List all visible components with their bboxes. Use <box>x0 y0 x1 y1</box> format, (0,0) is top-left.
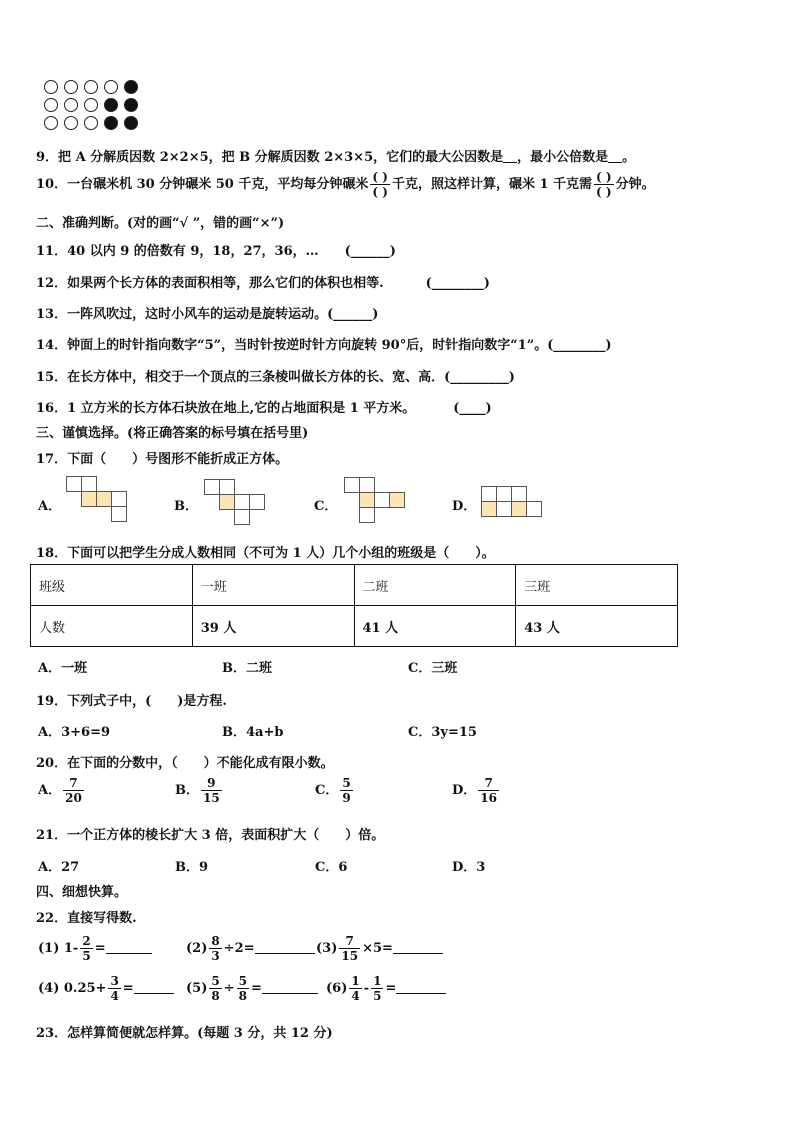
question-9: 9．把 A 分解质因数 2×2×5，把 B 分解质因数 2×3×5，它们的最大公因数是 ，最小公倍数是 。 <box>36 150 636 165</box>
dot-row <box>44 98 138 112</box>
question-16: 16．1 立方米的长方体石块放在地上,它的占地面积是 1 平方米。 (____) <box>36 401 492 416</box>
fraction: $\frac{5}{8}$ <box>238 974 247 1003</box>
answer-paren[interactable]: (______) <box>344 244 396 259</box>
filled-circle-icon <box>104 98 118 112</box>
option-b[interactable]: B． $\frac{9}{15}$ <box>175 776 220 805</box>
question-23: 23．怎样算简便就怎样算。(每题 3 分，共 12 分) <box>36 1026 333 1041</box>
table-cell: 班级 <box>31 565 193 606</box>
answer-blank[interactable] <box>255 940 315 954</box>
fraction-blank[interactable]: $\frac{( )}{( )}$ <box>372 170 388 199</box>
table-cell: 二班 <box>354 565 516 606</box>
fraction: $\frac{5}{8}$ <box>211 974 220 1003</box>
empty-circle-icon <box>84 80 98 94</box>
dot-row <box>44 116 138 130</box>
empty-circle-icon <box>84 116 98 130</box>
empty-circle-icon <box>44 98 58 112</box>
calc-item-2: (2) $\frac{8}{3}$ ÷2= <box>186 934 315 963</box>
filled-circle-icon <box>104 116 118 130</box>
question-12: 12．如果两个长方体的表面积相等，那么它们的体积也相等. (________) <box>36 276 490 291</box>
fraction: $\frac{7}{20}$ <box>65 776 82 805</box>
answer-paren[interactable]: (________) <box>425 276 490 291</box>
question-10: 10．一台碾米机 30 分钟碾米 50 千克，平均每分钟碾米 $\frac{( )}{( )}$ 千克，照这样计算，碾米 1 千克需 $\frac{( )}{( )}$ 分钟。 <box>36 170 655 199</box>
filled-circle-icon <box>124 80 138 94</box>
fraction: $\frac{7}{15}$ <box>341 934 359 963</box>
option-a[interactable]: A．27 <box>38 860 80 875</box>
option-c[interactable]: C． $\frac{5}{9}$ <box>315 776 351 805</box>
fraction-blank[interactable]: $\frac{( )}{( )}$ <box>596 170 612 199</box>
empty-circle-icon <box>84 98 98 112</box>
option-a[interactable]: A．一班 <box>38 661 88 676</box>
table-cell: 43 人 <box>516 606 678 647</box>
answer-blank[interactable] <box>106 940 152 954</box>
question-21: 21．一个正方体的棱长扩大 3 倍，表面积扩大（ ）倍。 <box>36 828 385 843</box>
section-4-heading: 四、细想快算。 <box>36 885 128 900</box>
fraction: $\frac{5}{9}$ <box>342 776 351 805</box>
option-b[interactable]: B． <box>174 499 198 514</box>
question-11: 11．40 以内 9 的倍数有 9，18，27，36，… (______) <box>36 244 396 259</box>
calc-item-5: (5) $\frac{5}{8}$ ÷ $\frac{5}{8}$ = <box>186 974 318 1003</box>
answer-blank[interactable] <box>608 149 622 163</box>
answer-blank[interactable] <box>262 980 318 994</box>
option-d[interactable]: D．3 <box>452 860 486 875</box>
option-c[interactable]: C．3y=15 <box>408 725 477 740</box>
option-c[interactable]: C．6 <box>315 860 348 875</box>
option-b[interactable]: B．4a+b <box>222 725 284 740</box>
empty-circle-icon <box>44 116 58 130</box>
table-row <box>31 565 678 606</box>
option-d[interactable]: D． $\frac{7}{16}$ <box>452 776 497 805</box>
fraction: $\frac{8}{3}$ <box>211 934 220 963</box>
section-3-heading: 三、谨慎选择。(将正确答案的标号填在括号里) <box>36 426 309 441</box>
answer-paren[interactable]: (____) <box>453 401 492 416</box>
dot-pattern <box>44 80 138 134</box>
option-c[interactable]: C． <box>314 499 338 514</box>
dot-row <box>44 80 138 94</box>
empty-circle-icon <box>64 80 78 94</box>
calc-item-3: (3) $\frac{7}{15}$ ×5= <box>316 934 443 963</box>
question-14: 14．钟面上的时针指向数字“5”，当时针按逆时针方向旋转 90°后，时针指向数字“1”。(________) <box>36 338 612 353</box>
fraction: $\frac{2}{5}$ <box>82 934 91 963</box>
table-cell: 一班 <box>192 565 354 606</box>
empty-circle-icon <box>44 80 58 94</box>
option-a[interactable]: A． $\frac{7}{20}$ <box>38 776 82 805</box>
filled-circle-icon <box>124 98 138 112</box>
answer-blank[interactable] <box>396 980 446 994</box>
question-13: 13．一阵风吹过，这时小风车的运动是旋转运动。(______) <box>36 307 379 322</box>
question-18: 18．下面可以把学生分成人数相同（不可为 1 人）几个小组的班级是（ ）。 <box>36 546 495 561</box>
option-a[interactable]: A．3+6=9 <box>38 725 111 740</box>
fraction: $\frac{1}{5}$ <box>373 974 382 1003</box>
class-table <box>30 564 678 647</box>
option-b[interactable]: B．9 <box>175 860 209 875</box>
fraction: $\frac{7}{16}$ <box>480 776 497 805</box>
calc-item-1: (1) 1- $\frac{2}{5}$ = <box>38 934 152 963</box>
option-a[interactable]: A． <box>38 499 62 514</box>
question-22: 22．直接写得数. <box>36 911 137 926</box>
section-2-heading: 二、准确判断。(对的画“√ ”，错的画“×”) <box>36 216 285 231</box>
empty-circle-icon <box>64 116 78 130</box>
table-row <box>31 606 678 647</box>
question-17: 17．下面（ ）号图形不能折成正方体。 <box>36 452 289 467</box>
question-20: 20．在下面的分数中，（ ）不能化成有限小数。 <box>36 756 334 771</box>
empty-circle-icon <box>64 98 78 112</box>
fraction: $\frac{3}{4}$ <box>110 974 119 1003</box>
calc-item-6: (6) $\frac{1}{4}$ - $\frac{1}{5}$ = <box>326 974 446 1003</box>
empty-circle-icon <box>104 80 118 94</box>
answer-blank[interactable] <box>393 940 443 954</box>
option-c[interactable]: C．三班 <box>408 661 458 676</box>
option-b[interactable]: B．二班 <box>222 661 272 676</box>
question-15: 15．在长方体中，相交于一个顶点的三条棱叫做长方体的长、宽、高．(_________) <box>36 370 515 385</box>
filled-circle-icon <box>124 116 138 130</box>
table-cell: 41 人 <box>354 606 516 647</box>
answer-blank[interactable] <box>134 980 174 994</box>
option-d[interactable]: D． <box>452 499 477 514</box>
table-cell: 三班 <box>516 565 678 606</box>
fraction: $\frac{9}{15}$ <box>203 776 220 805</box>
question-19: 19．下列式子中，( )是方程. <box>36 694 227 709</box>
table-cell: 39 人 <box>192 606 354 647</box>
answer-blank[interactable] <box>503 149 517 163</box>
table-cell: 人数 <box>31 606 193 647</box>
fraction: $\frac{1}{4}$ <box>351 974 360 1003</box>
calc-item-4: (4) 0.25+ $\frac{3}{4}$ = <box>38 974 174 1003</box>
